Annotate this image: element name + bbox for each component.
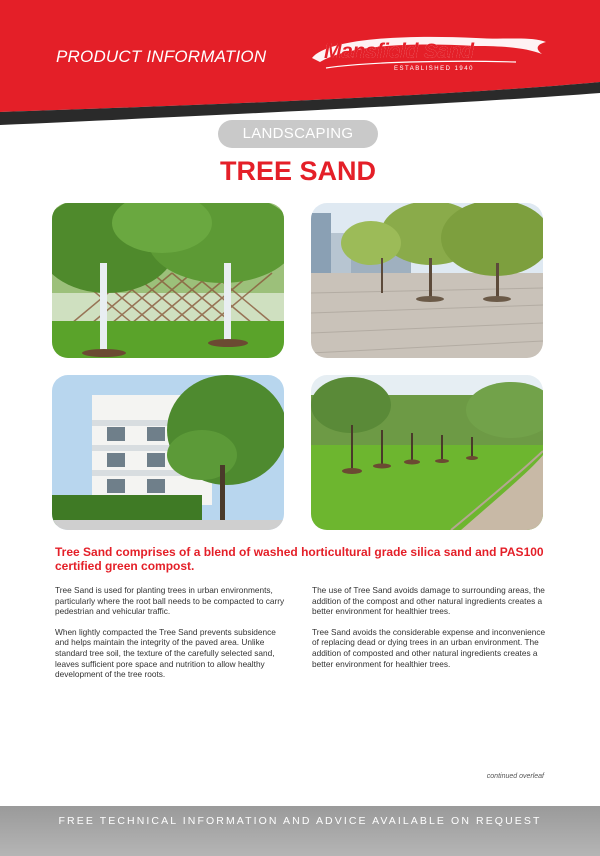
header-banner xyxy=(0,0,600,125)
product-information-label: PRODUCT INFORMATION xyxy=(56,47,267,66)
photo-park-young-trees xyxy=(311,375,543,530)
category-badge: LANDSCAPING xyxy=(218,120,378,148)
mansfield-sand-logo xyxy=(306,32,554,78)
page-title: TREE SAND xyxy=(219,156,376,186)
brand-tagline: ESTABLISHED 1940 xyxy=(394,66,474,72)
left-paragraph-1: Tree Sand is used for planting trees in urban environments, particularly where the root ball needs to be compacted to carry pedestrian and vehicular traffic. xyxy=(55,585,285,617)
intro-statement: Tree Sand comprises of a blend of washed horticultural grade silica sand and PAS100 certified green compost. xyxy=(55,545,544,573)
footer-bar xyxy=(0,806,600,856)
photo-apartment-tree xyxy=(52,375,284,530)
left-paragraph-2: When lightly compacted the Tree Sand prevents subsidence and helps maintain the integrity of the paved area. Unlike standard tree soil, the texture of the carefully selected sand, leaves sufficient pore space and nutrition to allow healthy development of the tree roots. xyxy=(55,626,276,680)
continued-overleaf-note: continued overleaf xyxy=(486,773,544,780)
photo-trees-trellis xyxy=(52,203,284,358)
footer-text: FREE TECHNICAL INFORMATION AND ADVICE AVAILABLE ON REQUEST xyxy=(58,815,542,827)
photo-urban-plaza xyxy=(311,203,543,358)
right-paragraph-2: Tree Sand avoids the considerable expense and inconvenience of replacing dead or dying trees in an urban environment. The addition of composted and other natural ingredients creates a better environment for healthier trees. xyxy=(312,626,546,669)
brand-name: Mansfield Sand xyxy=(324,40,474,63)
left-column xyxy=(55,585,290,690)
right-paragraph-1: The use of Tree Sand avoids damage to surrounding areas, the addition of the compost and other natural ingredients creates a better environment for healthier trees. xyxy=(312,585,545,617)
right-column xyxy=(312,585,547,679)
